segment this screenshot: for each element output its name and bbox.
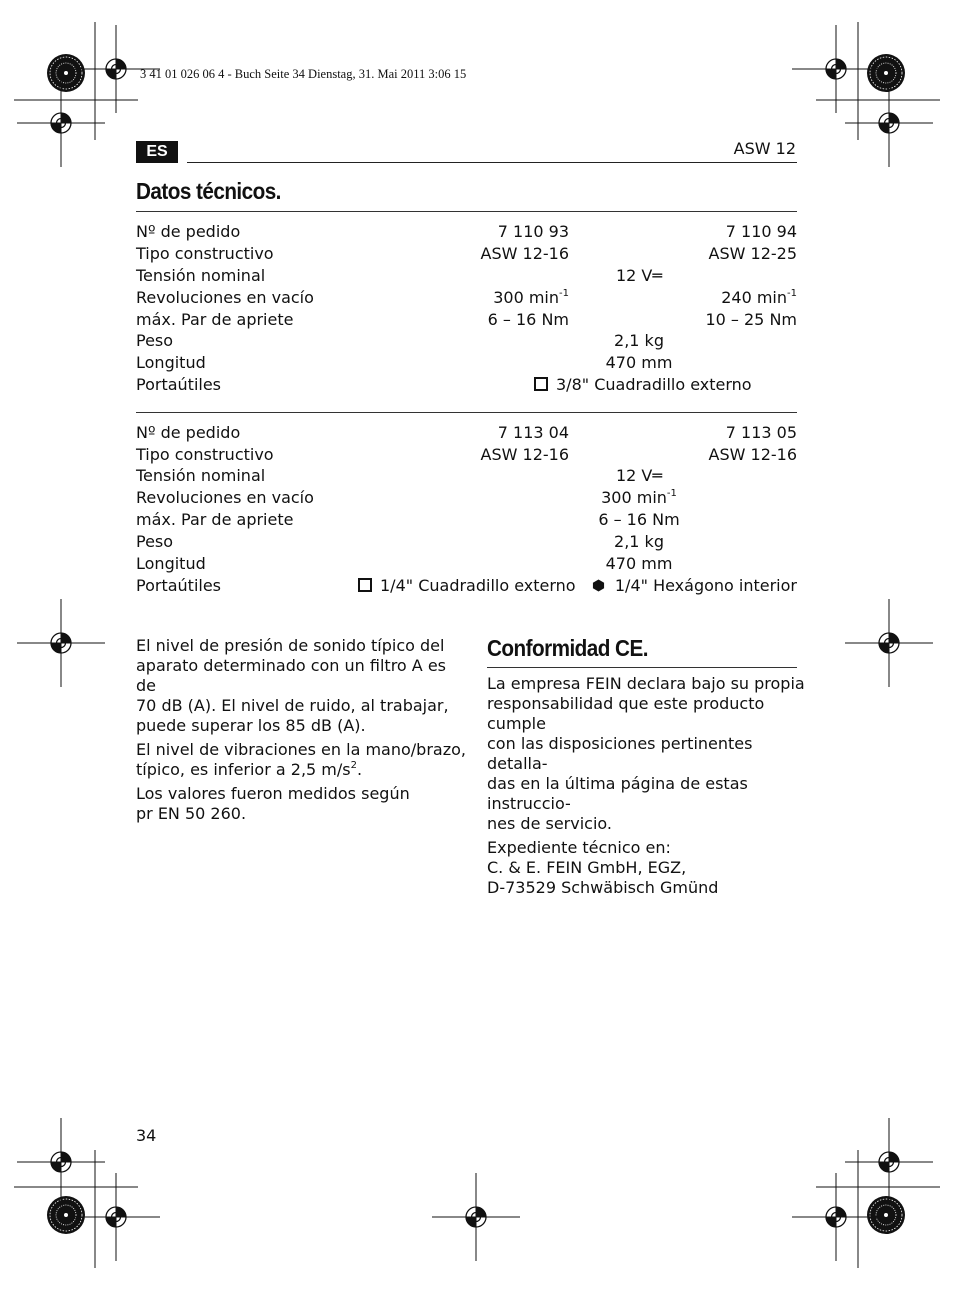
square-drive-icon: [534, 377, 548, 391]
page-number: 34: [136, 1126, 157, 1145]
table-row: Tipo constructivo ASW 12-16 ASW 12-16: [136, 445, 797, 464]
crosshair-icon: [17, 79, 105, 167]
print-job-info: 3 41 01 026 06 4 - Buch Seite 34 Dienstag, 31. Mai 2011 3:06 15: [140, 67, 467, 81]
crosshair-icon: [845, 599, 933, 687]
table-row: Longitud 470 mm: [136, 554, 673, 573]
star-target-icon: [867, 54, 905, 92]
table-row: Revoluciones en vacío 300 $\min^{-1}$: [136, 487, 677, 507]
star-target-icon: [47, 1196, 85, 1234]
header-rule: [187, 162, 797, 163]
hexagon-socket-icon: [592, 579, 605, 592]
crosshair-icon: [72, 1173, 160, 1261]
model-name: ASW 12: [733, 139, 796, 158]
noise-paragraph: El nivel de presión de sonido típico del aparato determinado con un filtro A es de 70 dB (A). El nivel de ruido, al trabajar, puede superar los 85 dB (A).: [136, 636, 449, 735]
table-row: máx. Par de apriete 6 – 16 Nm 10 – 25 Nm: [136, 310, 797, 329]
vibration-paragraph: El nivel de vibraciones en la mano/brazo, típico, es inferior a 2,5 $m/s^2$.: [136, 740, 466, 779]
table-row: Portaútiles 3/8" Cuadradillo externo: [136, 375, 752, 394]
table-row: Tensión nominal 12 V═: [136, 266, 663, 285]
crosshair-icon: [792, 1173, 880, 1261]
language-badge: ES: [136, 141, 178, 163]
measurement-paragraph: Los valores fueron medidos según pr EN 50 260.: [136, 784, 410, 823]
table-row: Longitud 470 mm: [136, 353, 673, 372]
star-target-icon: [47, 54, 85, 92]
section-rule: [487, 667, 797, 668]
star-target-icon: [867, 1196, 905, 1234]
crosshair-icon: [17, 599, 105, 687]
table-row: máx. Par de apriete 6 – 16 Nm: [136, 510, 680, 529]
square-drive-icon: [358, 578, 372, 592]
section-rule: [136, 211, 797, 212]
conformity-paragraph: La empresa FEIN declara bajo su propia responsabilidad que este producto cumple con las disposiciones pertinentes detalla- das en la última página de estas instruccio- nes de servicio.: [487, 674, 805, 833]
table-row: Nº de pedido 7 113 04 7 113 05: [136, 423, 797, 442]
table-row: Nº de pedido 7 110 93 7 110 94: [136, 222, 797, 241]
crosshair-icon: [17, 1118, 105, 1206]
table-divider: [136, 412, 797, 413]
noise-info: [136, 636, 466, 828]
section-title-datos: Datos técnicos.: [136, 178, 281, 204]
conformity-info: [487, 674, 807, 902]
technical-file-paragraph: Expediente técnico en: C. & E. FEIN GmbH, EGZ, D-73529 Schwäbisch Gmünd: [487, 838, 719, 897]
table-row: Revoluciones en vacío 300 $\min^{-1}$ 240 $\min^{-1}$: [136, 287, 797, 307]
table-row: Tensión nominal 12 V═: [136, 466, 663, 485]
table-row: Peso 2,1 kg: [136, 532, 664, 551]
table-row: Tipo constructivo ASW 12-16 ASW 12-25: [136, 244, 797, 263]
crosshair-icon: [432, 1173, 520, 1261]
section-title-conformidad: Conformidad CE.: [487, 635, 648, 661]
table-row: Peso 2,1 kg: [136, 331, 664, 350]
table-row: Portaútiles 1/4" Cuadradillo externo 1/4" Hexágono interior: [136, 576, 797, 595]
